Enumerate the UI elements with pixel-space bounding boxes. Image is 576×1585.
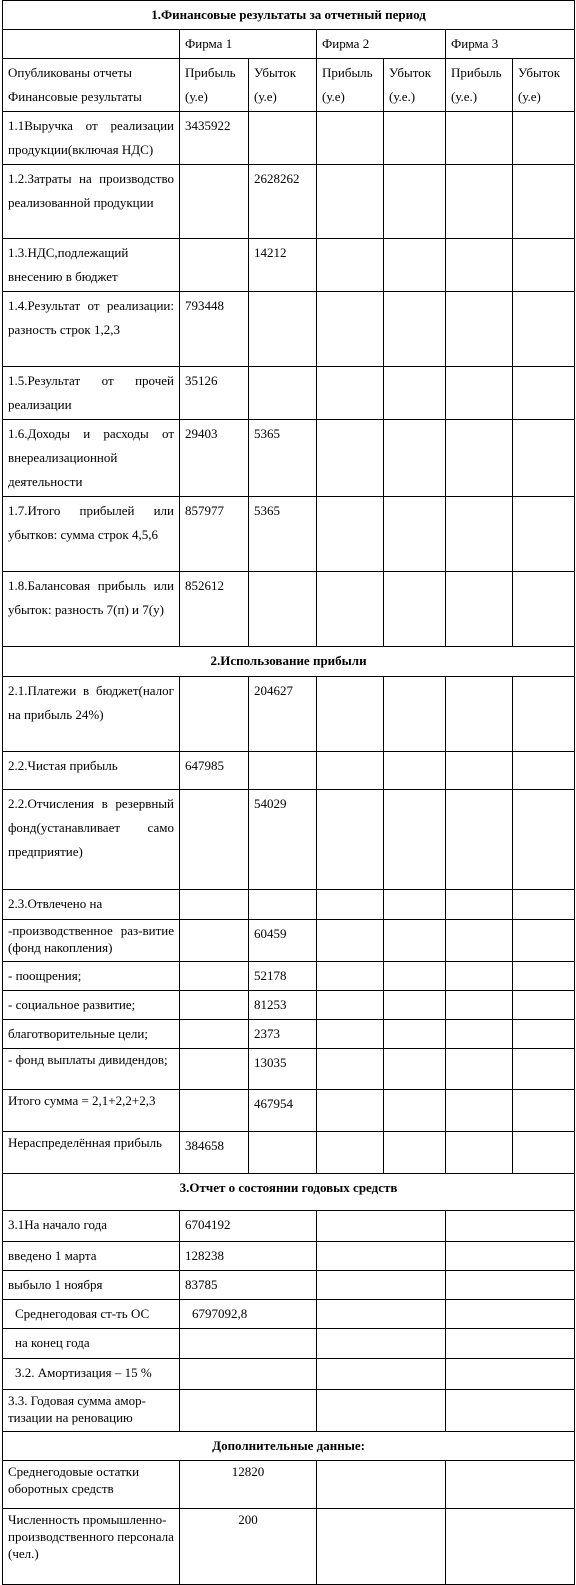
row-label: Итого сумма = 2,1+2,2+2,3 xyxy=(3,1090,180,1132)
table-row xyxy=(3,677,575,752)
firm1-loss-cell: 13035 xyxy=(249,1049,317,1090)
row-label: - поощрения; xyxy=(3,962,180,991)
firm1-profit-cell xyxy=(180,1020,249,1049)
row-label: -производственное раз-витие (фонд накопления) xyxy=(3,920,180,962)
row-label: - фонд выплаты дивидендов; xyxy=(3,1049,180,1090)
firm1-profit-cell: 3435922 xyxy=(180,112,249,165)
table-row xyxy=(3,572,575,647)
firm1-profit-cell: 29403 xyxy=(180,420,249,497)
firm1-profit-cell: 35126 xyxy=(180,367,249,420)
table-row xyxy=(3,1020,575,1049)
row-label: 1.2.Затраты на производство реализованной продукции xyxy=(3,165,180,239)
table-row xyxy=(3,420,575,497)
column-label-header: Опубликованы отчеты Финансовые результаты xyxy=(3,59,180,112)
firm1-value-cell: 83785 xyxy=(180,1271,317,1300)
firm1-profit-cell xyxy=(180,962,249,991)
row-label: Среднегодовая ст-ть ОС xyxy=(3,1300,180,1329)
firm1-loss-cell: 5365 xyxy=(249,420,317,497)
firm1-loss-cell: 52178 xyxy=(249,962,317,991)
firm1-value-cell: 6704192 xyxy=(180,1211,317,1242)
row-label: 1.3.НДС,подлежащий внесению в бюджет xyxy=(3,239,180,292)
firm1-value-cell: 6797092,8 xyxy=(180,1300,317,1329)
firm1-value-cell xyxy=(180,1329,317,1359)
row-label: выбыло 1 ноября xyxy=(3,1271,180,1300)
firm1-value-cell: 200 xyxy=(180,1509,317,1585)
firm1-loss-cell: 2373 xyxy=(249,1020,317,1049)
table-row xyxy=(3,1300,575,1329)
firm1-value-cell: 128238 xyxy=(180,1242,317,1271)
firm1-loss-cell: 2628262 xyxy=(249,165,317,239)
firm1-loss-cell: 81253 xyxy=(249,991,317,1020)
table-row xyxy=(3,1049,575,1090)
empty-cell xyxy=(3,30,180,59)
additional-data-title: Дополнительные данные: xyxy=(3,1432,575,1461)
firm1-profit-cell xyxy=(180,920,249,962)
row-label: - социальное развитие; xyxy=(3,991,180,1020)
table-row xyxy=(3,1390,575,1432)
row-label: 2.2.Чистая прибыль xyxy=(3,752,180,790)
firm2-loss-header: Убыток (у.е.) xyxy=(384,59,446,112)
firm3-profit-header: Прибыль (у.е.) xyxy=(446,59,513,112)
row-label: на конец года xyxy=(3,1329,180,1359)
section1-title: 1.Финансовые результаты за отчетный период xyxy=(3,1,575,30)
firm1-profit-cell xyxy=(180,165,249,239)
table-row xyxy=(3,962,575,991)
firm1-profit-cell xyxy=(180,790,249,890)
firm1-loss-cell xyxy=(249,112,317,165)
firm1-loss-cell: 54029 xyxy=(249,790,317,890)
row-label: Численность промышленно-производственного персонала (чел.) xyxy=(3,1509,180,1585)
row-label: благотворительные цели; xyxy=(3,1020,180,1049)
firm1-loss-cell xyxy=(249,1132,317,1174)
row-label: 2.3.Отвлечено на xyxy=(3,890,180,920)
firm1-profit-cell: 793448 xyxy=(180,292,249,367)
firm2-header: Фирма 2 xyxy=(317,30,446,59)
table-row xyxy=(3,1271,575,1300)
firm1-profit-cell xyxy=(180,991,249,1020)
row-label: 1.4.Результат от реализации: разность строк 1,2,3 xyxy=(3,292,180,367)
row-label: введено 1 марта xyxy=(3,1242,180,1271)
table-row xyxy=(3,1090,575,1132)
table-row xyxy=(3,1329,575,1359)
firm1-profit-cell xyxy=(180,677,249,752)
firm3-loss-header: Убыток (у.е) xyxy=(513,59,575,112)
firm2-profit-header: Прибыль (у.е) xyxy=(317,59,384,112)
firm1-loss-cell: 60459 xyxy=(249,920,317,962)
row-label: 1.6.Доходы и расходы от внереализационной деятельности xyxy=(3,420,180,497)
firm1-loss-cell xyxy=(249,752,317,790)
row-label: 1.8.Балансовая прибыль или убыток: разность 7(п) и 7(у) xyxy=(3,572,180,647)
firm1-value-cell xyxy=(180,1390,317,1432)
table-row xyxy=(3,165,575,239)
table-row xyxy=(3,790,575,890)
firm1-profit-cell: 384658 xyxy=(180,1132,249,1174)
firm1-profit-cell xyxy=(180,239,249,292)
table-row xyxy=(3,497,575,572)
table-row xyxy=(3,752,575,790)
table-row xyxy=(3,112,575,165)
row-label: 1.1Выручка от реализации продукции(включая НДС) xyxy=(3,112,180,165)
row-label: Среднегодовые остатки оборотных средств xyxy=(3,1461,180,1509)
firm1-value-cell xyxy=(180,1359,317,1390)
table-row xyxy=(3,991,575,1020)
row-label: Нераспределённая прибыль xyxy=(3,1132,180,1174)
row-label: 3.1На начало года xyxy=(3,1211,180,1242)
row-label: 3.2. Амортизация – 15 % xyxy=(3,1359,180,1390)
firm1-loss-cell xyxy=(249,367,317,420)
firm1-profit-cell xyxy=(180,890,249,920)
firm1-loss-cell: 5365 xyxy=(249,497,317,572)
table-row xyxy=(3,920,575,962)
firm1-profit-cell: 647985 xyxy=(180,752,249,790)
firm1-loss-cell: 204627 xyxy=(249,677,317,752)
table-row xyxy=(3,1211,575,1242)
firm1-loss-cell xyxy=(249,890,317,920)
row-label: 3.3. Годовая сумма амор-тизации на реновацию xyxy=(3,1390,180,1432)
table-row xyxy=(3,1242,575,1271)
firm1-profit-cell: 857977 xyxy=(180,497,249,572)
firm1-profit-cell xyxy=(180,1049,249,1090)
row-label: 2.2.Отчисления в резервный фонд(устанавливает само предприятие) xyxy=(3,790,180,890)
table-row xyxy=(3,1461,575,1509)
firm1-loss-cell xyxy=(249,572,317,647)
firm1-profit-header: Прибыль (у.е) xyxy=(180,59,249,112)
firm1-loss-cell: 467954 xyxy=(249,1090,317,1132)
firm1-header: Фирма 1 xyxy=(180,30,317,59)
table-row xyxy=(3,1359,575,1390)
row-label: 1.5.Результат от прочей реализации xyxy=(3,367,180,420)
section3-title: 3.Отчет о состоянии годовых средств xyxy=(3,1174,575,1211)
table-row xyxy=(3,890,575,920)
firm1-profit-cell xyxy=(180,1090,249,1132)
section2-title: 2.Использование прибыли xyxy=(3,647,575,677)
table-row xyxy=(3,239,575,292)
firm1-profit-cell: 852612 xyxy=(180,572,249,647)
firm1-loss-header: Убыток (у.е) xyxy=(249,59,317,112)
table-row xyxy=(3,367,575,420)
firm3-header: Фирма 3 xyxy=(446,30,575,59)
firm1-loss-cell: 14212 xyxy=(249,239,317,292)
financial-report-table xyxy=(2,0,575,1585)
row-label: 1.7.Итого прибылей или убытков: сумма строк 4,5,6 xyxy=(3,497,180,572)
firm1-value-cell: 12820 xyxy=(180,1461,317,1509)
table-row xyxy=(3,1132,575,1174)
firm1-loss-cell xyxy=(249,292,317,367)
row-label: 2.1.Платежи в бюджет(налог на прибыль 24%) xyxy=(3,677,180,752)
table-row xyxy=(3,292,575,367)
